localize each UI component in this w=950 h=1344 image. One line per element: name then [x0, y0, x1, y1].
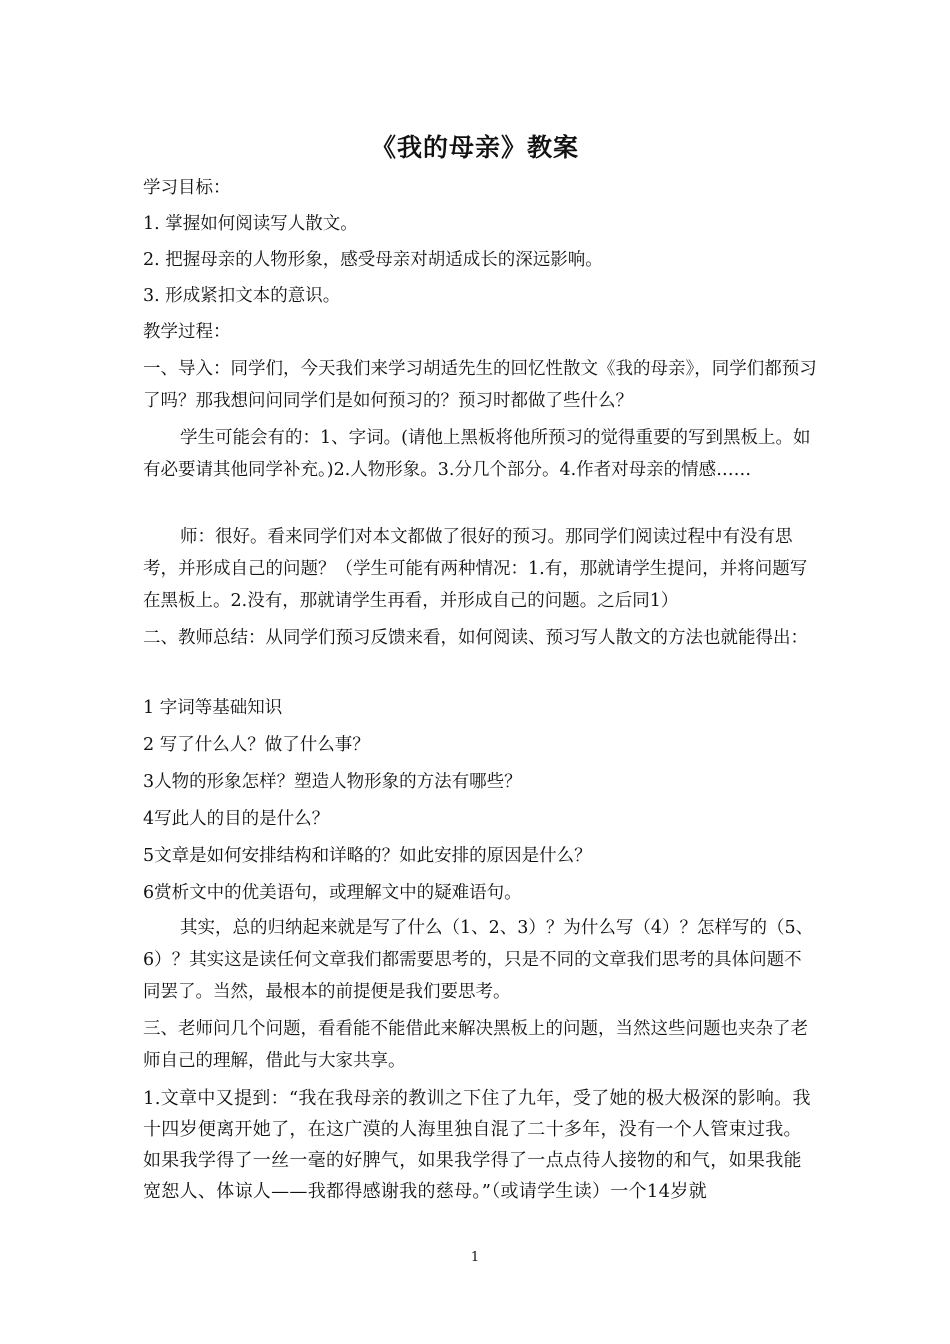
page-number: 1 — [470, 1250, 480, 1265]
document-title: 《我的母亲》教案 — [370, 133, 579, 162]
section-heading-objectives: 学习目标： — [143, 178, 231, 198]
paragraph-teacher-response: 师：很好。看来同学们对本文都做了很好的预习。那同学们阅读过程中有没有思考，并形成自己的问题？（学生可能有两种情况：1.有，那就请学生提问，并将问题写在黑板上。2.没有，那就请学生再看，并形成自己的问题。之后同1） — [143, 527, 808, 611]
method-item-3: 3人物的形象怎样？塑造人物形象的方法有哪些？ — [143, 772, 522, 792]
method-item-4: 4写此人的目的是什么？ — [143, 809, 330, 829]
objective-item-2: 2. 把握母亲的人物形象，感受母亲对胡适成长的深远影响。 — [143, 250, 603, 270]
objective-item-1: 1. 掌握如何阅读写人散文。 — [143, 214, 358, 234]
section-heading-process: 教学过程： — [143, 322, 231, 342]
paragraph-student-answers: 学生可能会有的：1、字词。(请他上黑板将他所预习的觉得重要的写到黑板上。如有必要请其他同学补充。)2.人物形象。3.分几个部分。4.作者对母亲的情感…… — [143, 428, 811, 480]
method-item-5: 5文章是如何安排结构和详略的？如此安排的原因是什么？ — [143, 846, 592, 866]
method-item-1: 1 字词等基础知识 — [143, 698, 283, 718]
paragraph-introduction: 一、导入：同学们，今天我们来学习胡适先生的回忆性散文《我的母亲》，同学们都预习了吗？那我想问问同学们是如何预习的？预习时都做了些什么？ — [143, 359, 817, 411]
paragraph-conclusion: 其实，总的归纳起来就是写了什么（1、2、3）？为什么写（4）？怎样写的（5、6）？其实这是读任何文章我们都需要思考的，只是不同的文章我们思考的具体问题不同罢了。当然，最根本的前提便是我们要思考。 — [143, 918, 814, 1002]
paragraph-quote-question-1: 1.文章中又提到：“我在我母亲的教训之下住了九年，受了她的极大极深的影响。我十四岁便离开她了，在这广漠的人海里独自混了二十多年，没有一个人管束过我。如果我学得了一丝一毫的好脾气，如果我学得了一点点待人接物的和气，如果我能宽恕人、体谅人——我都得感谢我的慈母。”（或请学生读）一个14岁就 — [143, 1088, 811, 1202]
method-item-2: 2 写了什么人？做了什么事？ — [143, 735, 370, 755]
paragraph-teacher-summary: 二、教师总结：从同学们预习反馈来看，如何阅读、预习写人散文的方法也就能得出： — [143, 628, 808, 648]
method-item-6: 6赏析文中的优美语句，或理解文中的疑难语句。 — [143, 883, 522, 903]
paragraph-teacher-questions: 三、老师问几个问题，看看能不能借此来解决黑板上的问题，当然这些问题也夹杂了老师自己的理解，借此与大家共享。 — [143, 1019, 808, 1071]
objective-item-3: 3. 形成紧扣文本的意识。 — [143, 286, 341, 306]
